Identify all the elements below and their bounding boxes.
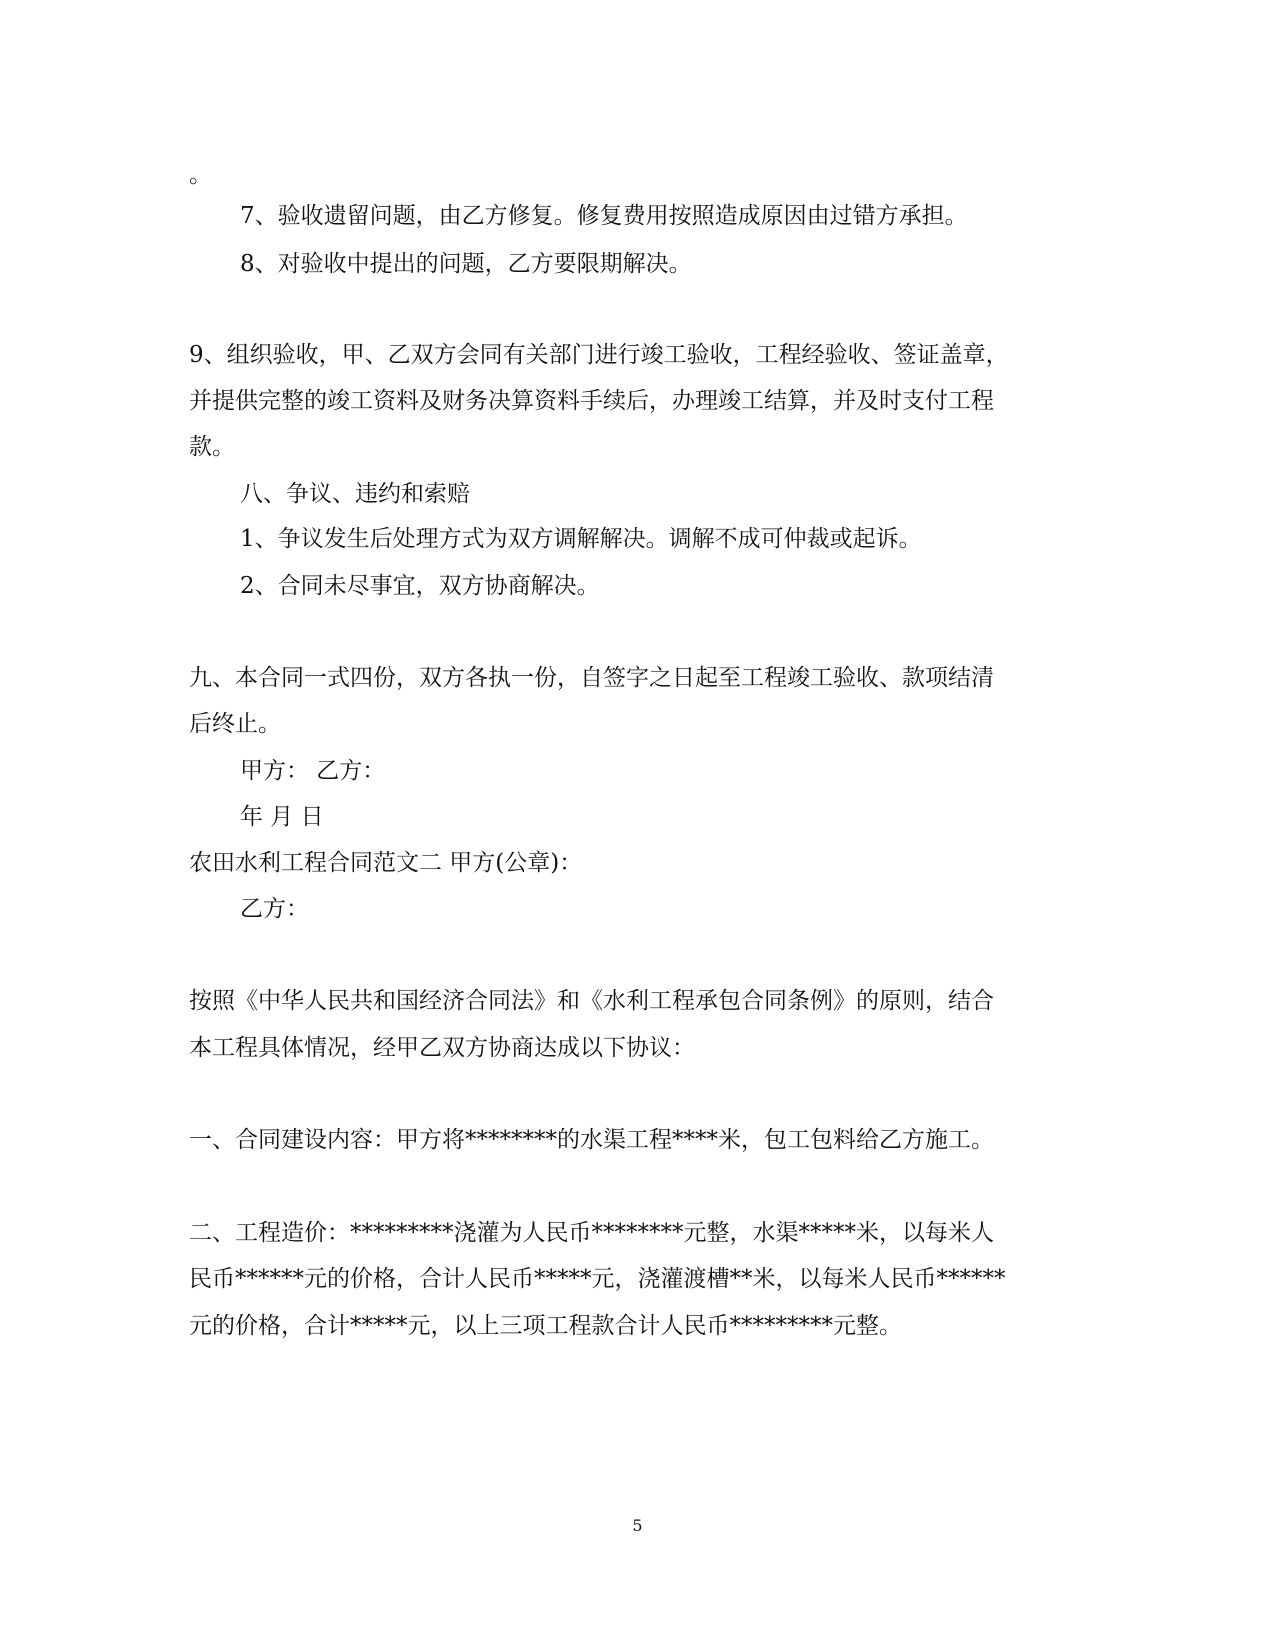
party-b-label: 乙方： [240,896,309,922]
clause-2-line-3: 元的价格，合计*****元，以上三项工程款合计人民币*********元整。 [189,1313,902,1339]
clause-1-content: 一、合同建设内容：甲方将********的水渠工程****米，包工包料给乙方施工。 [189,1127,994,1153]
section-heading-8: 八、争议、违约和索赔 [240,481,470,507]
sample-title-party-a: 农田水利工程合同范文二 甲方(公章)： [189,850,583,876]
text-line-continuation: 。 [189,162,212,188]
text-line-item-7: 7、验收遗留问题，由乙方修复。修复费用按照造成原因由过错方承担。 [240,203,968,229]
signature-date: 年 月 日 [240,804,324,830]
clause-2-line-1: 二、工程造价：*********浇灌为人民币********元整，水渠*****米，以每米人 [189,1220,994,1246]
clause-2-line-2: 民币******元的价格，合计人民币*****元，浇灌渡槽**米，以每米人民币****** [189,1266,1006,1292]
section-heading-9: 九、本合同一式四份，双方各执一份，自签字之日起至工程竣工验收、款项结清 [189,665,994,691]
text-line-item-9-cont: 并提供完整的竣工资料及财务决算资料手续后，办理竣工结算，并及时支付工程 [189,388,994,414]
page-number: 5 [632,1516,643,1535]
text-line-item-9: 9、组织验收，甲、乙双方会同有关部门进行竣工验收，工程经验收、签证盖章， [189,342,1009,368]
preamble-line-2: 本工程具体情况，经甲乙双方协商达成以下协议： [189,1035,695,1061]
text-line-dispute-1: 1、争议发生后处理方式为双方调解解决。调解不成可仲裁或起诉。 [240,526,922,552]
text-line-item-8: 8、对验收中提出的问题，乙方要限期解决。 [240,251,692,277]
preamble-line-1: 按照《中华人民共和国经济合同法》和《水利工程承包合同条例》的原则，结合 [189,988,994,1014]
text-line-item-9-end: 款。 [189,434,235,460]
signature-parties: 甲方： 乙方： [240,758,386,784]
text-line-section-9-cont: 后终止。 [189,711,281,737]
text-line-dispute-2: 2、合同未尽事宜，双方协商解决。 [240,573,600,599]
